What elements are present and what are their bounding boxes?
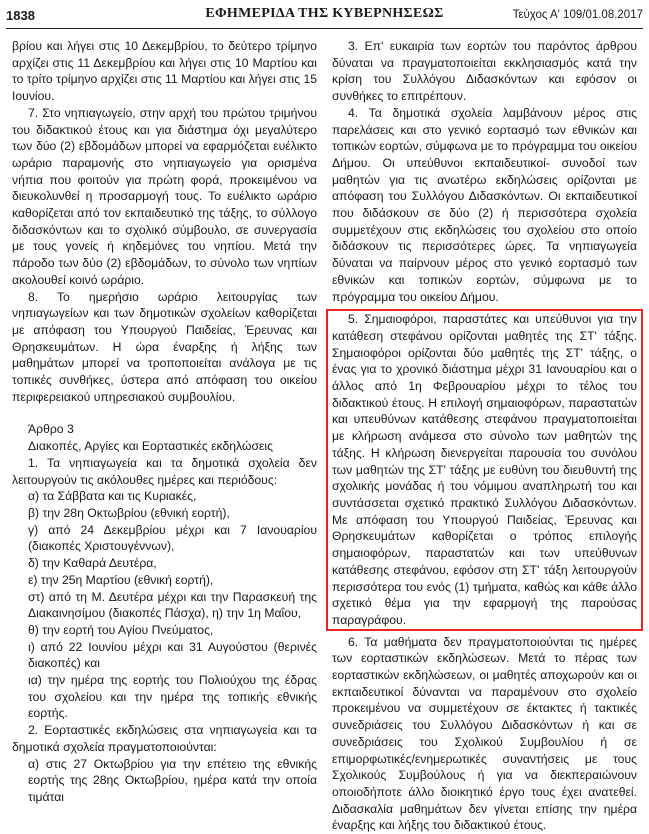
list-item: α) στις 27 Οκτωβρίου για την επέτειο της εθνικής εορτής της 28ης Οκτωβρίου, ημέρα κατά την οποία τιμάται (28, 756, 317, 804)
spacer (12, 405, 317, 421)
gazette-title: ΕΦΗΜΕΡΙΔΑ ΤΗΣ ΚΥΒΕΡΝΗΣΕΩΣ (205, 6, 444, 21)
page-number: 1838 (6, 8, 35, 23)
list-item: ε) την 25η Μαρτίου (εθνική εορτή), (28, 572, 214, 587)
list-item: δ) την Καθαρά Δευτέρα, (28, 556, 157, 571)
list-item: στ) από τη Μ. Δευτέρα μέχρι και την Παρασκευή της Διακαινησίμου (διακοπές Πάσχα), η) την 1η Μαΐου, (28, 589, 317, 621)
paragraph-8: 8. Το ημερήσιο ωράριο λειτουργίας των νηπιαγωγείων και των δημοτικών σχολείων καθορίζεται με απόφαση του Υπουργού Παιδείας, Έρευνας και Θρησκευμάτων. Η ώρα έναρξης ή λήξης των μαθημάτων μπορεί να τροποποιείται ανάλογα με τις τοπικές συνθήκες, ύστερα από απόφαση του οικείου περιφερειακού υπηρεσιακού συμβουλίου. (12, 289, 317, 404)
paragraph-3: 3. Επ' ευκαιρία των εορτών του παρόντος άρθρου δύναται να πραγματοποιείται εκκλησιασμός κατά την κρίση του Συλλόγου Διδασκόντων και εφόσον οι συνθήκες το επιτρέπουν. (332, 39, 637, 104)
paragraph-4: 4. Τα δημοτικά σχολεία λαμβάνουν μέρος στις παρελάσεις και στο γενικό εορτασμό των εθνικών και τοπικών εορτών, σύμφωνα με το πρόγραμμα του οικείου Δήμου. Οι υπεύθυνοι εκπαιδευτικοί- συνοδοί των μαθητών για τις ανωτέρω εκδηλώσεις ορίζονται με απόφαση του Συλλόγου Διδασκόντων. Οι εκπαιδευτικοί που διδάσκουν σε δύο (2) ή περισσότερα σχολεία συμμετέχουν στις εκδηλώσεις του σχολείου στο οποίο διδάσκουν τις περισσότερες ώρες. Τα νηπιαγωγεία δύναται να παίρνουν μέρος στο γενικό εορτασμό των εθνικών και τοπικών εορτών, σύμφωνα με το πρόγραμμα του οικείου Δήμου. (332, 105, 637, 304)
paragraph-continued: βρίου και λήγει στις 10 Δεκεμβρίου, το δεύτερο τρίμηνο αρχίζει στις 11 Δεκεμβρίου και λήγει στις 10 Μαρτίου και το τρίτο τρίμηνο αρχίζει στις 11 Μαρτίου και λήγει στις 15 Ιουνίου. (12, 39, 317, 104)
paragraph-7: 7. Στο νηπιαγωγείο, στην αρχή του πρώτου τριμήνου του διδακτικού έτους και για διάστημα όχι μεγαλύτερο των δύο (2) εβδομάδων μπορεί να εφαρμόζεται ευέλικτο ωράριο παραμονής στο νηπιαγωγείο για ορισμένα νήπια που φοιτούν για πρώτη φορά, προκειμένου να διευκολυνθεί η προσαρμογή τους. Το ευέλικτο ωράριο καθορίζεται από τον εκπαιδευτικό της τάξης, το σύλλογο διδασκόντων και το σχολικό σύμβουλο, σε συνεργασία με τους γονείς ή κηδεμόνες του νηπίου. Μετά την πάροδο των δύο (2) εβδομάδων, το σύνολο των νηπίων ακολουθεί κοινό ωράριο. (12, 105, 317, 287)
paragraph-1: 1. Τα νηπιαγωγεία και τα δημοτικά σχολεία δεν λειτουργούν τις ακόλουθες ημέρες και περιόδους: (12, 455, 317, 487)
list-item: θ) την εορτή του Αγίου Πνεύματος, (28, 622, 214, 637)
list-item: β) την 28η Οκτωβρίου (εθνική εορτή), (28, 505, 230, 520)
list-item: ι) από 22 Ιουνίου μέχρι και 31 Αυγούστου (θερινές διακοπές) και (28, 639, 317, 671)
list-item: ια) την ημέρα της εορτής του Πολιούχου της έδρας του σχολείου και την ημέρα της τοπικής εθνικής εορτής. (28, 673, 317, 721)
paragraph-5: 5. Σημαιοφόροι, παραστάτες και υπεύθυνοι για την κατάθεση στεφάνου ορίζονται μαθητές της ΣΤ' τάξης. Σημαιοφόροι ορίζονται δύο μαθητές της ΣΤ' τάξης, ο ένας για το χρονικό διάστημα μέχρι 31 Ιανουαρίου και ο άλλος από 1η Φεβρουαρίου μέχρι το τέλος του διδακτικού έτους. Η επιλογή σημαιοφόρων, παραστατών και υπευθύνων κατάθεσης στεφάνου πραγματοποιείται με κλήρωση ανάμεσα στο σύνολο των μαθητών της τάξης. Η κλήρωση διενεργείται παρουσία του συνόλου των μαθητών της ΣΤ' τάξης με ευθύνη του διευθυντή της σχολικής μονάδας ή του νόμιμου αναπληρωτή του και συντάσσεται σχετικό πρακτικό Συλλόγου Διδασκόντων. Με απόφαση του Υπουργού Παιδείας, Έρευνας και Θρησκευμάτων καθορίζεται ο τρόπος επιλογής σημαιοφόρων, παραστατών και των υπεύθυνων κατάθεσης στεφάνου, εφόσον στη ΣΤ' τάξη λειτουργούν περισσότερα του ενός (1) τμήματα, καθώς και κάθε άλλο σχετικό θέμα για την εφαρμογή της παρούσας παραγράφου. (332, 312, 637, 627)
list-item: α) τα Σάββατα και τις Κυριακές, (28, 489, 197, 504)
left-column (12, 38, 317, 806)
right-column (332, 38, 637, 834)
highlighted-paragraph-box (326, 309, 643, 630)
article-number: Άρθρο 3 (28, 422, 74, 437)
paragraph-6: 6. Τα μαθήματα δεν πραγματοποιούνται τις ημέρες των εορταστικών εκδηλώσεων. Μετά το πέρας των εορταστικών εκδηλώσεων, οι μαθητές αποχωρούν και οι εκπαιδευτικοί δύνανται να παραμένουν στο σχολείο προκειμένου να συμμετέχουν σε έκτακτες ή τακτικές συνεδριάσεις του Συλλόγου Διδασκόντων ή και σε συνεδριάσεις του Σχολικού Συμβουλίου ή σε επιμορφωτικές/ενημερωτικές συναντήσεις με τους Σχολικούς Συμβούλους ή για να διεκπεραιώνουν οποιοδήποτε άλλο διοικητικό έργο τους έχει ανατεθεί. Διδασκαλία μαθημάτων δεν γίνεται επίσης την ημέρα έναρξης και λήξης του διδακτικού έτους. (332, 634, 637, 833)
article-title: Διακοπές, Αργίες και Εορταστικές εκδηλώσεις (28, 439, 273, 454)
list-item: γ) από 24 Δεκεμβρίου μέχρι και 7 Ιανουαρίου (διακοπές Χριστουγέννων), (28, 522, 317, 554)
page-header (6, 4, 643, 29)
paragraph-2: 2. Εορταστικές εκδηλώσεις στα νηπιαγωγεία και τα δημοτικά σχολεία πραγματοποιούνται: (12, 723, 317, 754)
issue-number: Τεύχος Α' 109/01.08.2017 (512, 9, 643, 21)
